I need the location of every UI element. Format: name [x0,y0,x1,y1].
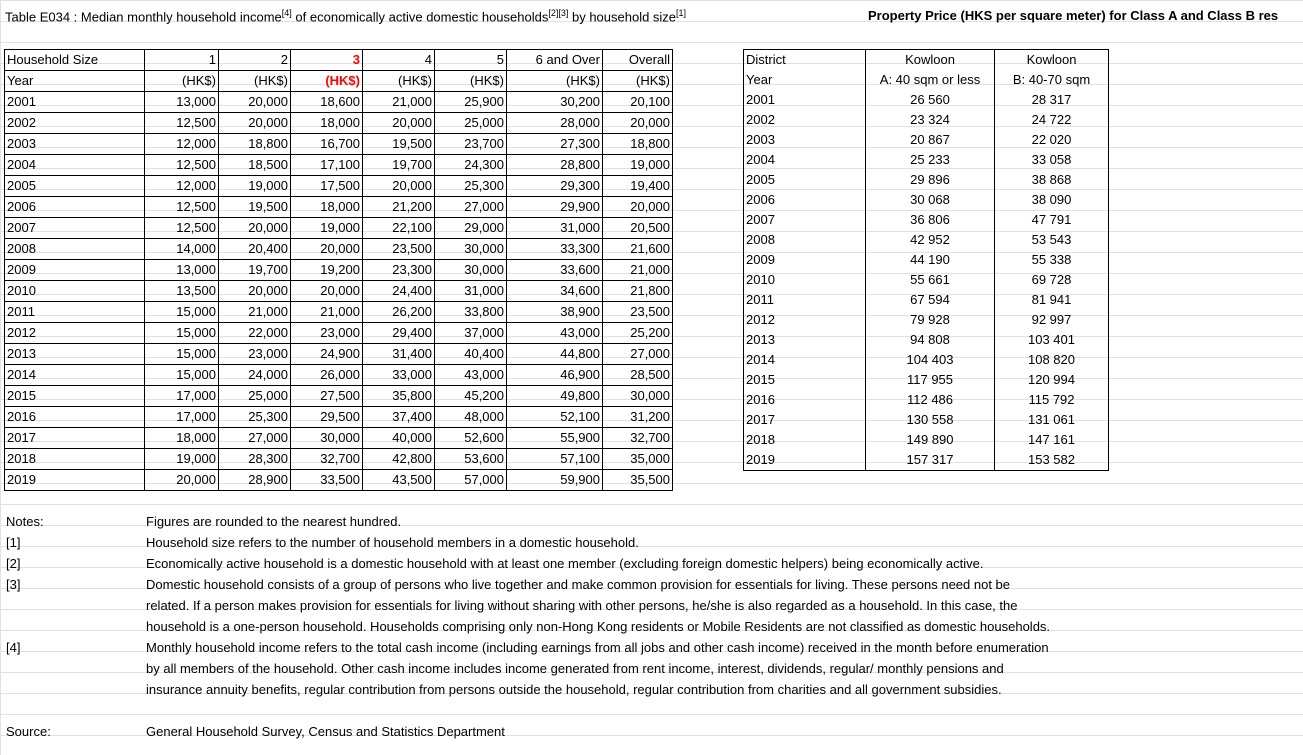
income-cell[interactable]: 25,200 [603,323,673,344]
year-cell[interactable]: 2014 [744,350,866,370]
income-cell[interactable]: 40,000 [363,428,435,449]
income-cell[interactable]: 15,000 [145,302,219,323]
title-footnote-2-3: [2][3] [548,8,569,18]
income-cell[interactable]: 23,500 [363,239,435,260]
year-cell[interactable]: 2014 [5,365,145,386]
title-footnote-1: [1] [676,8,687,18]
class-header-cell[interactable]: A: 40 sqm or less [866,70,995,90]
price-cell[interactable]: 20 867 [866,130,995,150]
income-cell[interactable]: 25,000 [219,386,291,407]
source-text[interactable]: General Household Survey, Census and Statistics Department [146,724,505,739]
size-header-cell[interactable]: 4 [363,50,435,71]
year-cell[interactable]: 2008 [744,230,866,250]
income-cell[interactable]: 17,500 [291,176,363,197]
table-row [5,176,673,197]
year-cell[interactable]: 2016 [5,407,145,428]
income-cell[interactable]: 25,300 [435,176,507,197]
title-text: of economically active domestic households [291,9,549,25]
table-row [744,110,1109,130]
table-row [744,190,1109,210]
price-cell[interactable]: 149 890 [866,430,995,450]
income-cell[interactable]: 35,800 [363,386,435,407]
year-cell[interactable]: 2005 [5,176,145,197]
table-row [744,270,1109,290]
note-text[interactable]: Figures are rounded to the nearest hundred. [146,514,402,529]
table-title [5,8,686,24]
income-cell[interactable]: 40,400 [435,344,507,365]
price-cell[interactable]: 36 806 [866,210,995,230]
price-cell[interactable]: 55 338 [995,250,1109,270]
unit-header-cell[interactable]: (HK$) [145,71,219,92]
year-cell[interactable]: 2001 [5,92,145,113]
year-cell[interactable]: 2009 [744,250,866,270]
table-row [5,155,673,176]
year-cell[interactable]: 2012 [5,323,145,344]
year-cell[interactable]: 2005 [744,170,866,190]
year-cell[interactable]: 2011 [744,290,866,310]
income-cell[interactable]: 19,500 [219,197,291,218]
year-cell[interactable]: 2019 [5,470,145,491]
income-cell[interactable]: 24,000 [219,365,291,386]
income-cell[interactable]: 28,300 [219,449,291,470]
size-header-cell[interactable]: 3 [291,50,363,71]
income-cell[interactable]: 23,300 [363,260,435,281]
table-row [744,150,1109,170]
income-cell[interactable]: 24,900 [291,344,363,365]
class-header-cell[interactable]: B: 40-70 sqm [995,70,1109,90]
income-cell[interactable]: 20,000 [145,470,219,491]
income-cell[interactable]: 31,000 [507,218,603,239]
table-row [744,210,1109,230]
price-cell[interactable]: 33 058 [995,150,1109,170]
table-row [5,407,673,428]
price-cell[interactable]: 47 791 [995,210,1109,230]
income-cell[interactable]: 27,000 [219,428,291,449]
income-cell[interactable]: 12,500 [145,197,219,218]
note-text[interactable]: Economically active household is a domestic household with at least one member (excluding foreign domestic helpers) being economically active. [146,556,984,571]
income-cell[interactable]: 21,000 [363,92,435,113]
year-cell[interactable]: 2007 [5,218,145,239]
table-row [5,197,673,218]
income-cell[interactable]: 18,800 [603,134,673,155]
size-header-cell[interactable]: 6 and Over [507,50,603,71]
income-cell[interactable]: 21,800 [603,281,673,302]
year-cell[interactable]: 2009 [5,260,145,281]
income-cell[interactable]: 18,000 [291,113,363,134]
income-cell[interactable]: 49,800 [507,386,603,407]
title-text: by household size [568,9,677,25]
income-cell[interactable]: 15,000 [145,323,219,344]
income-cell[interactable]: 12,500 [145,218,219,239]
size-header-cell[interactable]: 1 [145,50,219,71]
income-cell[interactable]: 20,000 [219,113,291,134]
price-cell[interactable]: 112 486 [866,390,995,410]
notes-header[interactable]: Notes: [6,514,44,529]
price-cell[interactable]: 157 317 [866,450,995,471]
size-header-cell[interactable]: 5 [435,50,507,71]
table-row [5,428,673,449]
income-cell[interactable]: 20,000 [291,281,363,302]
income-cell[interactable]: 35,000 [603,449,673,470]
income-cell[interactable]: 44,800 [507,344,603,365]
unit-header-cell[interactable]: (HK$) [219,71,291,92]
title-footnote-4: [4] [281,8,292,18]
income-cell[interactable]: 20,000 [219,218,291,239]
year-cell[interactable]: 2003 [744,130,866,150]
table-row [744,230,1109,250]
table-row [5,365,673,386]
income-cell[interactable]: 24,400 [363,281,435,302]
income-cell[interactable]: 37,400 [363,407,435,428]
income-cell[interactable]: 20,000 [291,239,363,260]
income-cell[interactable]: 33,300 [507,239,603,260]
property-price-table [743,49,1109,471]
table-row [744,90,1109,110]
income-cell[interactable]: 35,500 [603,470,673,491]
table-row [744,290,1109,310]
note-text[interactable]: Monthly household income refers to the total cash income (including earnings from all jobs and other cash income) received in the month before enumeration [146,640,1049,655]
price-cell[interactable]: 23 324 [866,110,995,130]
income-cell[interactable]: 18,800 [219,134,291,155]
income-cell[interactable]: 29,300 [507,176,603,197]
unit-header-cell[interactable]: (HK$) [435,71,507,92]
price-cell[interactable]: 69 728 [995,270,1109,290]
income-cell[interactable]: 57,100 [507,449,603,470]
income-cell[interactable]: 29,000 [435,218,507,239]
year-cell[interactable]: 2002 [744,110,866,130]
income-cell[interactable]: 19,700 [363,155,435,176]
income-unit-row [5,71,673,92]
income-cell[interactable]: 28,000 [507,113,603,134]
income-cell[interactable]: 29,500 [291,407,363,428]
income-cell[interactable]: 20,000 [219,92,291,113]
table-row [5,449,673,470]
income-cell[interactable]: 12,000 [145,176,219,197]
income-cell[interactable]: 33,600 [507,260,603,281]
income-table [4,49,673,491]
table-row [744,350,1109,370]
income-cell[interactable]: 31,200 [603,407,673,428]
income-cell[interactable]: 38,900 [507,302,603,323]
note-text[interactable]: insurance annuity benefits, regular contribution from persons outside the household, regular contribution from charities and all government subsidies. [146,682,1002,697]
title-text: Table E034 : Median monthly household income [5,9,282,25]
year-cell[interactable]: 2007 [744,210,866,230]
income-cell[interactable]: 27,000 [603,344,673,365]
income-cell[interactable]: 14,000 [145,239,219,260]
income-cell[interactable]: 25,300 [219,407,291,428]
price-cell[interactable]: 115 792 [995,390,1109,410]
price-cell[interactable]: 53 543 [995,230,1109,250]
income-cell[interactable]: 17,000 [145,386,219,407]
income-cell[interactable]: 22,000 [219,323,291,344]
income-cell[interactable]: 52,600 [435,428,507,449]
price-cell[interactable]: 153 582 [995,450,1109,471]
income-cell[interactable]: 19,000 [145,449,219,470]
table-row [5,302,673,323]
income-cell[interactable]: 43,000 [507,323,603,344]
price-cell[interactable]: 24 722 [995,110,1109,130]
year-cell[interactable]: 2006 [5,197,145,218]
table-row [5,281,673,302]
table-row [744,130,1109,150]
price-cell[interactable]: 22 020 [995,130,1109,150]
income-cell[interactable]: 23,700 [435,134,507,155]
district-header-cell[interactable]: Kowloon [866,50,995,71]
income-cell[interactable]: 20,100 [603,92,673,113]
income-cell[interactable]: 27,000 [435,197,507,218]
year-cell[interactable]: 2015 [744,370,866,390]
income-cell[interactable]: 20,400 [219,239,291,260]
note-label[interactable]: [1] [6,535,21,550]
note-text[interactable]: Household size refers to the number of household members in a domestic household. [146,535,639,550]
price-cell[interactable]: 29 896 [866,170,995,190]
year-cell[interactable]: 2004 [744,150,866,170]
income-cell[interactable]: 18,600 [291,92,363,113]
table-row [744,390,1109,410]
year-cell[interactable]: 2010 [744,270,866,290]
year-cell[interactable]: 2015 [5,386,145,407]
income-cell[interactable]: 42,800 [363,449,435,470]
year-cell[interactable]: 2012 [744,310,866,330]
table-row [5,92,673,113]
income-cell[interactable]: 18,000 [291,197,363,218]
price-cell[interactable]: 131 061 [995,410,1109,430]
table-row [744,370,1109,390]
income-cell[interactable]: 21,000 [219,302,291,323]
income-cell[interactable]: 48,000 [435,407,507,428]
price-cell[interactable]: 25 233 [866,150,995,170]
income-cell[interactable]: 12,000 [145,134,219,155]
table-row [744,450,1109,471]
year-cell[interactable]: 2013 [5,344,145,365]
note-text[interactable]: by all members of the household. Other cash income includes income generated from rent income, interest, dividends, regular/ monthly pensions and [146,661,1004,676]
note-text[interactable]: Domestic household consists of a group of persons who live together and make common provision for essentials for living. These persons need not be [146,577,1011,592]
income-cell[interactable]: 17,100 [291,155,363,176]
income-cell[interactable]: 18,000 [145,428,219,449]
income-cell[interactable]: 20,000 [603,113,673,134]
income-cell[interactable]: 21,000 [603,260,673,281]
year-label[interactable]: Year [5,71,145,92]
income-cell[interactable]: 33,500 [291,470,363,491]
income-cell[interactable]: 45,200 [435,386,507,407]
year-cell[interactable]: 2004 [5,155,145,176]
year-cell[interactable]: 2016 [744,390,866,410]
income-cell[interactable]: 19,700 [219,260,291,281]
income-cell[interactable]: 30,000 [291,428,363,449]
size-header-cell[interactable]: 2 [219,50,291,71]
year-cell[interactable]: 2017 [744,410,866,430]
income-cell[interactable]: 19,000 [291,218,363,239]
income-cell[interactable]: 53,600 [435,449,507,470]
income-cell[interactable]: 26,200 [363,302,435,323]
income-cell[interactable]: 21,200 [363,197,435,218]
table-row [5,386,673,407]
income-cell[interactable]: 12,500 [145,113,219,134]
year-cell[interactable]: 2006 [744,190,866,210]
income-cell[interactable]: 18,500 [219,155,291,176]
income-cell[interactable]: 17,000 [145,407,219,428]
income-cell[interactable]: 21,000 [291,302,363,323]
income-cell[interactable]: 29,900 [507,197,603,218]
price-cell[interactable]: 103 401 [995,330,1109,350]
income-cell[interactable]: 34,600 [507,281,603,302]
table-row [5,239,673,260]
household-size-label[interactable]: Household Size [5,50,145,71]
income-cell[interactable]: 19,000 [603,155,673,176]
income-cell[interactable]: 30,200 [507,92,603,113]
property-price-title[interactable]: Property Price (HKS per square meter) for Class A and Class B res [868,8,1279,23]
year-cell[interactable]: 2002 [5,113,145,134]
price-cell[interactable]: 94 808 [866,330,995,350]
year-cell[interactable]: 2008 [5,239,145,260]
income-cell[interactable]: 28,900 [219,470,291,491]
table-row [744,330,1109,350]
price-cell[interactable]: 120 994 [995,370,1109,390]
income-cell[interactable]: 52,100 [507,407,603,428]
income-cell[interactable]: 19,500 [363,134,435,155]
note-label[interactable]: [3] [6,577,21,592]
price-cell[interactable]: 79 928 [866,310,995,330]
note-label[interactable]: [2] [6,556,21,571]
price-cell[interactable]: 104 403 [866,350,995,370]
price-cell[interactable]: 38 868 [995,170,1109,190]
income-cell[interactable]: 16,700 [291,134,363,155]
income-cell[interactable]: 32,700 [291,449,363,470]
income-cell[interactable]: 24,300 [435,155,507,176]
income-cell[interactable]: 37,000 [435,323,507,344]
year-cell[interactable]: 2018 [744,430,866,450]
table-row [744,410,1109,430]
table-row [5,323,673,344]
income-header-row [5,50,673,71]
price-cell[interactable]: 28 317 [995,90,1109,110]
price-class-row [744,70,1109,90]
income-cell[interactable]: 23,000 [219,344,291,365]
income-cell[interactable]: 55,900 [507,428,603,449]
income-cell[interactable]: 32,700 [603,428,673,449]
income-cell[interactable]: 30,000 [435,260,507,281]
income-cell[interactable]: 22,100 [363,218,435,239]
table-row [744,250,1109,270]
year-cell[interactable]: 2017 [5,428,145,449]
price-cell[interactable]: 130 558 [866,410,995,430]
income-cell[interactable]: 20,000 [363,176,435,197]
note-text[interactable]: household is a one-person household. Households comprising only non-Hong Kong residents or Mobile Residents are not classified as domestic households. [146,619,1051,634]
income-cell[interactable]: 28,800 [507,155,603,176]
income-cell[interactable]: 20,000 [219,281,291,302]
year-cell[interactable]: 2019 [744,450,866,471]
price-cell[interactable]: 92 997 [995,310,1109,330]
price-header-row [744,50,1109,71]
income-cell[interactable]: 13,500 [145,281,219,302]
income-cell[interactable]: 23,000 [291,323,363,344]
unit-header-cell[interactable]: (HK$) [363,71,435,92]
note-text[interactable]: related. If a person makes provision for essentials for living without sharing with other persons, he/she is also regarded as a household. In this case, the [146,598,1018,613]
income-cell[interactable]: 26,000 [291,365,363,386]
income-cell[interactable]: 27,300 [507,134,603,155]
income-cell[interactable]: 33,000 [363,365,435,386]
income-cell[interactable]: 20,000 [603,197,673,218]
price-cell[interactable]: 26 560 [866,90,995,110]
year-cell[interactable]: 2011 [5,302,145,323]
income-cell[interactable]: 21,600 [603,239,673,260]
year-cell[interactable]: 2001 [744,90,866,110]
income-cell[interactable]: 27,500 [291,386,363,407]
income-cell[interactable]: 25,900 [435,92,507,113]
source-label[interactable]: Source: [6,724,51,739]
income-cell[interactable]: 13,000 [145,260,219,281]
table-row [5,260,673,281]
price-cell[interactable]: 55 661 [866,270,995,290]
price-cell[interactable]: 30 068 [866,190,995,210]
income-cell[interactable]: 33,800 [435,302,507,323]
table-row [744,170,1109,190]
price-cell[interactable]: 81 941 [995,290,1109,310]
price-cell[interactable]: 117 955 [866,370,995,390]
year-cell[interactable]: 2013 [744,330,866,350]
income-cell[interactable]: 59,900 [507,470,603,491]
price-cell[interactable]: 67 594 [866,290,995,310]
income-cell[interactable]: 13,000 [145,92,219,113]
table-row [744,310,1109,330]
district-label[interactable]: District [744,50,866,71]
income-cell[interactable]: 20,000 [363,113,435,134]
income-cell[interactable]: 43,000 [435,365,507,386]
table-row [5,218,673,239]
table-row [5,113,673,134]
income-cell[interactable]: 15,000 [145,344,219,365]
income-cell[interactable]: 20,500 [603,218,673,239]
income-cell[interactable]: 15,000 [145,365,219,386]
year-cell[interactable]: 2003 [5,134,145,155]
unit-header-cell[interactable]: (HK$) [291,71,363,92]
income-cell[interactable]: 31,000 [435,281,507,302]
price-cell[interactable]: 147 161 [995,430,1109,450]
table-row [744,430,1109,450]
income-cell[interactable]: 46,900 [507,365,603,386]
income-cell[interactable]: 29,400 [363,323,435,344]
price-cell[interactable]: 44 190 [866,250,995,270]
income-cell[interactable]: 31,400 [363,344,435,365]
district-header-cell[interactable]: Kowloon [995,50,1109,71]
income-cell[interactable]: 19,000 [219,176,291,197]
table-row [5,470,673,491]
income-cell[interactable]: 25,000 [435,113,507,134]
income-cell[interactable]: 30,000 [435,239,507,260]
year-cell[interactable]: 2018 [5,449,145,470]
income-cell[interactable]: 19,400 [603,176,673,197]
income-cell[interactable]: 23,500 [603,302,673,323]
income-cell[interactable]: 57,000 [435,470,507,491]
price-cell[interactable]: 42 952 [866,230,995,250]
price-cell[interactable]: 108 820 [995,350,1109,370]
table-row [5,134,673,155]
income-cell[interactable]: 28,500 [603,365,673,386]
note-label[interactable]: [4] [6,640,21,655]
year-cell[interactable]: 2010 [5,281,145,302]
price-cell[interactable]: 38 090 [995,190,1109,210]
year-label[interactable]: Year [744,70,866,90]
unit-header-cell[interactable]: (HK$) [507,71,603,92]
income-cell[interactable]: 19,200 [291,260,363,281]
size-header-cell[interactable]: Overall [603,50,673,71]
income-cell[interactable]: 12,500 [145,155,219,176]
unit-header-cell[interactable]: (HK$) [603,71,673,92]
income-cell[interactable]: 30,000 [603,386,673,407]
income-cell[interactable]: 43,500 [363,470,435,491]
table-row [5,344,673,365]
